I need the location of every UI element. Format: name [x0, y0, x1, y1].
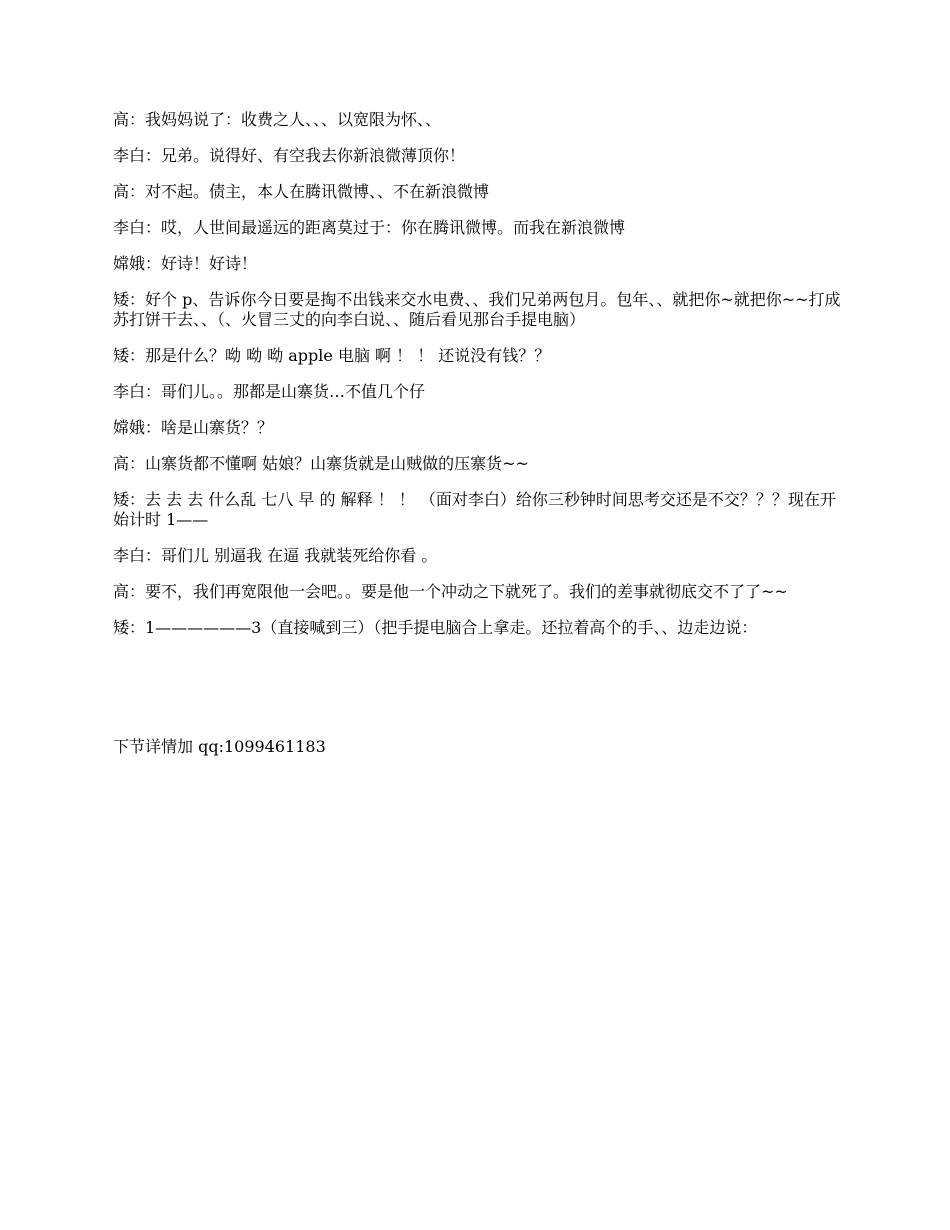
dialogue-line: 李白：哥们儿。。那都是山寨货…不值几个仔 [113, 382, 426, 401]
document-body [113, 110, 843, 654]
dialogue-line: 矮：去 去 去 什么乱 七八 早 的 解释 ！ ！ （面对李白）给你三秒钟时间思考交还是不交？？？现在开始计时 1—— [113, 490, 836, 529]
footer-note: 下节详情加 qq:1099461183 [113, 737, 326, 756]
dialogue-line: 李白：兄弟。说得好、有空我去你新浪微薄顶你！ [113, 146, 466, 165]
dialogue-line: 李白：哎，人世间最遥远的距离莫过于：你在腾讯微博。而我在新浪微博 [113, 218, 626, 237]
dialogue-line: 矮：好个 p、告诉你今日要是掏不出钱来交水电费、、我们兄弟两包月。包年、、就把你~就把你~~打成苏打饼干去、、（、火冒三丈的向李白说、、随后看见那台手提电脑） [113, 290, 841, 329]
dialogue-line: 高：山寨货都不懂啊 姑娘？山寨货就是山贼做的压寨货~~ [113, 454, 529, 473]
dialogue-line: 高：对不起。债主，本人在腾讯微博、、不在新浪微博 [113, 182, 490, 201]
dialogue-line: 矮：1——————3（直接喊到三）（把手提电脑合上拿走。还拉着高个的手、、边走边说： [113, 618, 758, 637]
dialogue-line: 嫦娥：好诗！好诗！ [113, 254, 258, 273]
dialogue-line: 高：要不，我们再宽限他一会吧。。要是他一个冲动之下就死了。我们的差事就彻底交不了了~~ [113, 582, 788, 601]
dialogue-line: 矮：那是什么？呦 呦 呦 apple 电脑 啊 ！ ！ 还说没有钱？？ [113, 346, 551, 365]
dialogue-line: 高：我妈妈说了：收费之人、、、以宽限为怀、、 [113, 110, 442, 129]
dialogue-line: 嫦娥：啥是山寨货？？ [113, 418, 274, 437]
dialogue-line: 李白：哥们儿 别逼我 在逼 我就装死给你看 。 [113, 546, 438, 565]
